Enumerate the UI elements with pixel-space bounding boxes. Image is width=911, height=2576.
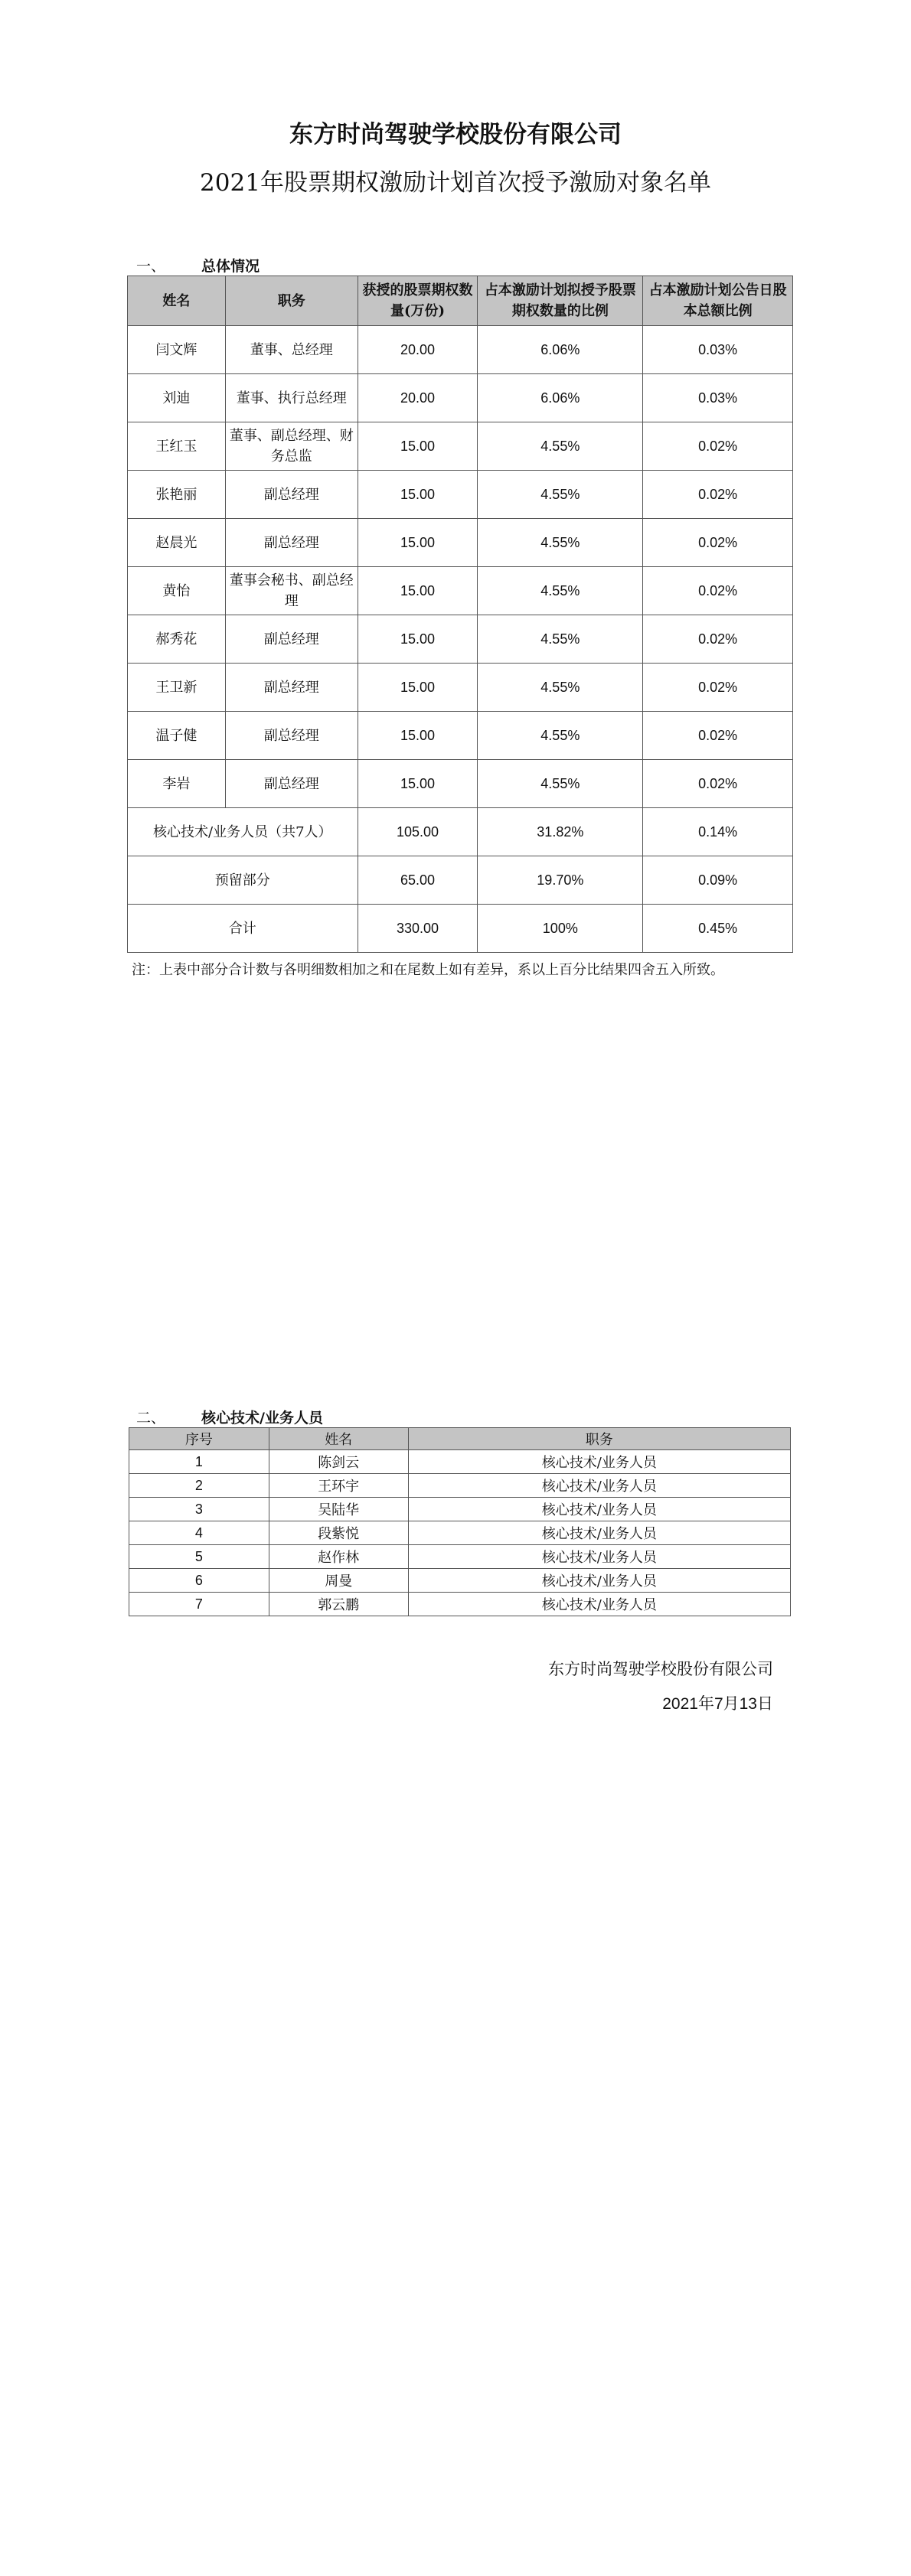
summary-row-core-staff xyxy=(128,808,793,856)
cell-quantity: 330.00 xyxy=(358,905,478,953)
table-header-row xyxy=(129,1428,791,1450)
cell-ratio-plan: 100% xyxy=(478,905,643,953)
cell-position: 董事会秘书、副总经理 xyxy=(225,567,358,615)
cell-quantity: 20.00 xyxy=(358,374,478,422)
cell-name: 闫文辉 xyxy=(128,326,226,374)
cell-quantity: 65.00 xyxy=(358,856,478,905)
cell-ratio-capital: 0.09% xyxy=(643,856,793,905)
cell-position: 董事、副总经理、财务总监 xyxy=(225,422,358,471)
cell-label: 预留部分 xyxy=(128,856,358,905)
cell-name: 陈剑云 xyxy=(269,1450,408,1474)
cell-ratio-plan: 4.55% xyxy=(478,567,643,615)
cell-position: 核心技术/业务人员 xyxy=(408,1450,790,1474)
cell-position: 核心技术/业务人员 xyxy=(408,1569,790,1593)
cell-ratio-capital: 0.02% xyxy=(643,615,793,664)
section2-number: 二、 xyxy=(136,1410,166,1427)
cell-ratio-plan: 4.55% xyxy=(478,760,643,808)
cell-ratio-capital: 0.02% xyxy=(643,712,793,760)
header-position: 职务 xyxy=(408,1428,790,1450)
cell-name: 温子健 xyxy=(128,712,226,760)
cell-quantity: 15.00 xyxy=(358,567,478,615)
cell-name: 段紫悦 xyxy=(269,1521,408,1545)
cell-position: 核心技术/业务人员 xyxy=(408,1474,790,1498)
cell-quantity: 15.00 xyxy=(358,422,478,471)
cell-position: 核心技术/业务人员 xyxy=(408,1593,790,1616)
cell-position: 核心技术/业务人员 xyxy=(408,1521,790,1545)
cell-quantity: 15.00 xyxy=(358,519,478,567)
cell-ratio-plan: 6.06% xyxy=(478,374,643,422)
document-subtitle: 2021年股票期权激励计划首次授予激励对象名单 xyxy=(200,169,711,197)
table-row xyxy=(128,471,793,519)
section2-heading xyxy=(136,1407,323,1427)
cell-ratio-plan: 4.55% xyxy=(478,422,643,471)
cell-name: 张艳丽 xyxy=(128,471,226,519)
cell-quantity: 15.00 xyxy=(358,760,478,808)
cell-position: 董事、总经理 xyxy=(225,326,358,374)
section1-number: 一、 xyxy=(136,258,166,275)
section1-title: 总体情况 xyxy=(201,258,260,275)
table-row xyxy=(129,1569,791,1593)
cell-no: 4 xyxy=(129,1521,269,1545)
cell-name: 吴陆华 xyxy=(269,1498,408,1521)
cell-no: 6 xyxy=(129,1569,269,1593)
table-row xyxy=(128,374,793,422)
table-row xyxy=(129,1593,791,1616)
summary-row-reserved xyxy=(128,856,793,905)
section2-title: 核心技术/业务人员 xyxy=(201,1410,323,1427)
header-ratio-plan: 占本激励计划拟授予股票期权数量的比例 xyxy=(478,276,643,326)
header-quantity: 获授的股票期权数量(万份) xyxy=(358,276,478,326)
cell-ratio-capital: 0.02% xyxy=(643,422,793,471)
overall-grant-table xyxy=(127,276,793,953)
section1-heading xyxy=(136,255,260,276)
cell-quantity: 105.00 xyxy=(358,808,478,856)
cell-ratio-capital: 0.02% xyxy=(643,664,793,712)
cell-ratio-plan: 6.06% xyxy=(478,326,643,374)
cell-ratio-plan: 31.82% xyxy=(478,808,643,856)
cell-position: 副总经理 xyxy=(225,664,358,712)
cell-no: 1 xyxy=(129,1450,269,1474)
cell-name: 赵晨光 xyxy=(128,519,226,567)
table-row xyxy=(128,712,793,760)
cell-quantity: 15.00 xyxy=(358,615,478,664)
table-row xyxy=(128,519,793,567)
cell-position: 董事、执行总经理 xyxy=(225,374,358,422)
cell-name: 王环宇 xyxy=(269,1474,408,1498)
cell-name: 黄怡 xyxy=(128,567,226,615)
cell-ratio-plan: 4.55% xyxy=(478,664,643,712)
cell-name: 王红玉 xyxy=(128,422,226,471)
cell-ratio-capital: 0.14% xyxy=(643,808,793,856)
cell-position: 副总经理 xyxy=(225,615,358,664)
table-row xyxy=(129,1521,791,1545)
cell-name: 郭云鹏 xyxy=(269,1593,408,1616)
table-note: 注：上表中部分合计数与各明细数相加之和在尾数上如有差异，系以上百分比结果四舍五入所致。 xyxy=(132,962,724,978)
signature-company: 东方时尚驾驶学校股份有限公司 xyxy=(548,1660,773,1678)
document-title: 东方时尚驾驶学校股份有限公司 xyxy=(289,121,622,148)
cell-ratio-capital: 0.02% xyxy=(643,567,793,615)
cell-quantity: 15.00 xyxy=(358,664,478,712)
cell-ratio-capital: 0.03% xyxy=(643,326,793,374)
table-row xyxy=(129,1498,791,1521)
cell-ratio-capital: 0.02% xyxy=(643,519,793,567)
cell-name: 刘迪 xyxy=(128,374,226,422)
cell-no: 7 xyxy=(129,1593,269,1616)
cell-ratio-plan: 19.70% xyxy=(478,856,643,905)
table-header-row xyxy=(128,276,793,326)
core-staff-table xyxy=(129,1427,791,1616)
cell-quantity: 20.00 xyxy=(358,326,478,374)
header-no: 序号 xyxy=(129,1428,269,1450)
cell-name: 周曼 xyxy=(269,1569,408,1593)
cell-position: 核心技术/业务人员 xyxy=(408,1545,790,1569)
cell-name: 王卫新 xyxy=(128,664,226,712)
cell-name: 赵作林 xyxy=(269,1545,408,1569)
header-position: 职务 xyxy=(225,276,358,326)
table-row xyxy=(129,1450,791,1474)
cell-ratio-capital: 0.45% xyxy=(643,905,793,953)
table-row xyxy=(128,664,793,712)
cell-no: 2 xyxy=(129,1474,269,1498)
cell-label: 核心技术/业务人员（共7人） xyxy=(128,808,358,856)
cell-position: 副总经理 xyxy=(225,760,358,808)
cell-ratio-plan: 4.55% xyxy=(478,712,643,760)
table-row xyxy=(129,1545,791,1569)
cell-no: 3 xyxy=(129,1498,269,1521)
table-row xyxy=(128,567,793,615)
cell-ratio-capital: 0.03% xyxy=(643,374,793,422)
cell-ratio-capital: 0.02% xyxy=(643,471,793,519)
cell-ratio-plan: 4.55% xyxy=(478,615,643,664)
cell-ratio-capital: 0.02% xyxy=(643,760,793,808)
table-row xyxy=(128,422,793,471)
cell-quantity: 15.00 xyxy=(358,471,478,519)
cell-position: 副总经理 xyxy=(225,712,358,760)
cell-quantity: 15.00 xyxy=(358,712,478,760)
cell-label: 合计 xyxy=(128,905,358,953)
header-name: 姓名 xyxy=(128,276,226,326)
table-row xyxy=(128,760,793,808)
header-ratio-capital: 占本激励计划公告日股本总额比例 xyxy=(643,276,793,326)
table-row xyxy=(129,1474,791,1498)
cell-ratio-plan: 4.55% xyxy=(478,519,643,567)
summary-row-total xyxy=(128,905,793,953)
table-row xyxy=(128,326,793,374)
cell-no: 5 xyxy=(129,1545,269,1569)
cell-name: 李岩 xyxy=(128,760,226,808)
header-name: 姓名 xyxy=(269,1428,408,1450)
cell-position: 副总经理 xyxy=(225,519,358,567)
cell-name: 郝秀花 xyxy=(128,615,226,664)
cell-ratio-plan: 4.55% xyxy=(478,471,643,519)
table-row xyxy=(128,615,793,664)
signature-date: 2021年7月13日 xyxy=(662,1695,773,1713)
cell-position: 核心技术/业务人员 xyxy=(408,1498,790,1521)
cell-position: 副总经理 xyxy=(225,471,358,519)
